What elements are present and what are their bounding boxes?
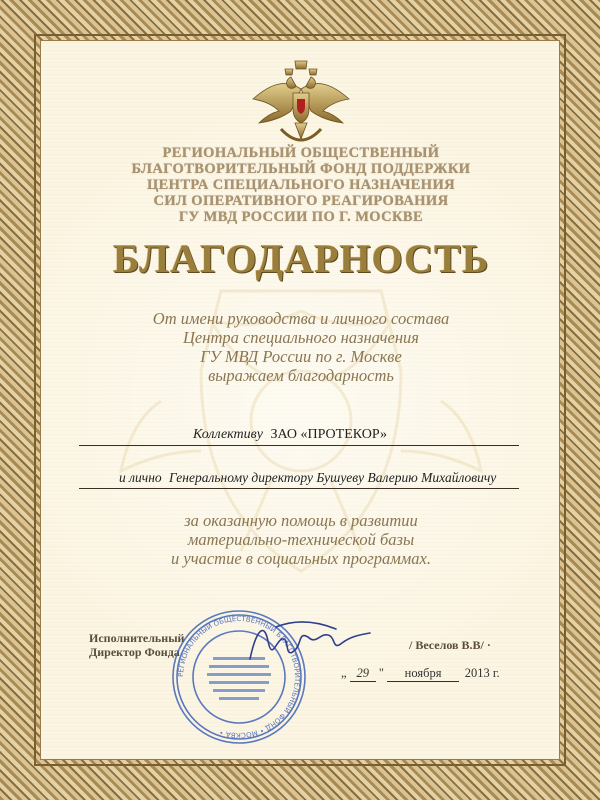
recipient-person-name: Генеральному директору Бушуеву Валерию Михайловичу <box>169 470 497 485</box>
handwritten-signature-icon <box>246 611 376 671</box>
recipient-person-prefix: и лично <box>119 470 162 485</box>
date-year: 2013 г. <box>464 666 500 680</box>
organization-line: ГУ МВД РОССИИ ПО Г. МОСКВЕ <box>178 209 424 225</box>
organization-line: ЦЕНТРА СПЕЦИАЛЬНОГО НАЗНАЧЕНИЯ <box>146 177 456 193</box>
recipient-collective-underline <box>79 445 519 446</box>
date-month: ноября <box>387 666 459 682</box>
signatory-role-line: Исполнительный <box>89 631 185 645</box>
intro-line: выражаем благодарность <box>208 366 394 385</box>
organization-line: БЛАГОТВОРИТЕЛЬНЫЙ ФОНД ПОДДЕРЖКИ <box>131 161 471 177</box>
signatory-trailing-mark: · <box>486 638 491 652</box>
intro-line: ГУ МВД России по г. Москве <box>200 347 402 366</box>
certificate-title: БЛАГОДАРНОСТЬ <box>112 236 490 281</box>
recipient-collective-name: ЗАО «ПРОТЕКОР» <box>270 427 388 442</box>
date-row <box>341 666 502 682</box>
stamp-ring-text: РЕГИОНАЛЬНЫЙ ОБЩЕСТВЕННЫЙ БЛАГОТВОРИТЕЛЬНЫЙ ФОНД • МОСКВА • <box>176 614 302 740</box>
organization-name <box>41 145 560 225</box>
closing-line: за оказанную помощь в развитии <box>184 511 418 530</box>
closing-line: и участие в социальных программах. <box>171 549 431 568</box>
recipient-person <box>119 470 496 486</box>
double-headed-eagle-emblem-icon <box>251 59 351 151</box>
recipient-collective-prefix: Коллективу <box>193 427 263 442</box>
organization-line: РЕГИОНАЛЬНЫЙ ОБЩЕСТВЕННЫЙ <box>162 145 440 161</box>
signatory-name <box>409 638 491 653</box>
intro-line: От имени руководства и личного состава <box>152 309 450 328</box>
date-day: 29 <box>350 666 376 682</box>
recipient-collective <box>193 427 387 443</box>
closing-line: материально-технической базы <box>187 530 415 549</box>
recipient-person-underline <box>79 488 519 489</box>
certificate-paper <box>40 40 560 760</box>
intro-text <box>41 309 560 385</box>
signatory-name-text: / Веселов В.В/ <box>409 638 484 652</box>
date-open-quote: „ <box>341 666 347 680</box>
organization-line: СИЛ ОПЕРАТИВНОГО РЕАГИРОВАНИЯ <box>153 193 449 209</box>
date-close-quote: " <box>378 666 384 680</box>
closing-text <box>41 511 560 568</box>
intro-line: Центра специального назначения <box>183 328 419 347</box>
signatory-role-line: Директор Фонда <box>89 645 180 659</box>
